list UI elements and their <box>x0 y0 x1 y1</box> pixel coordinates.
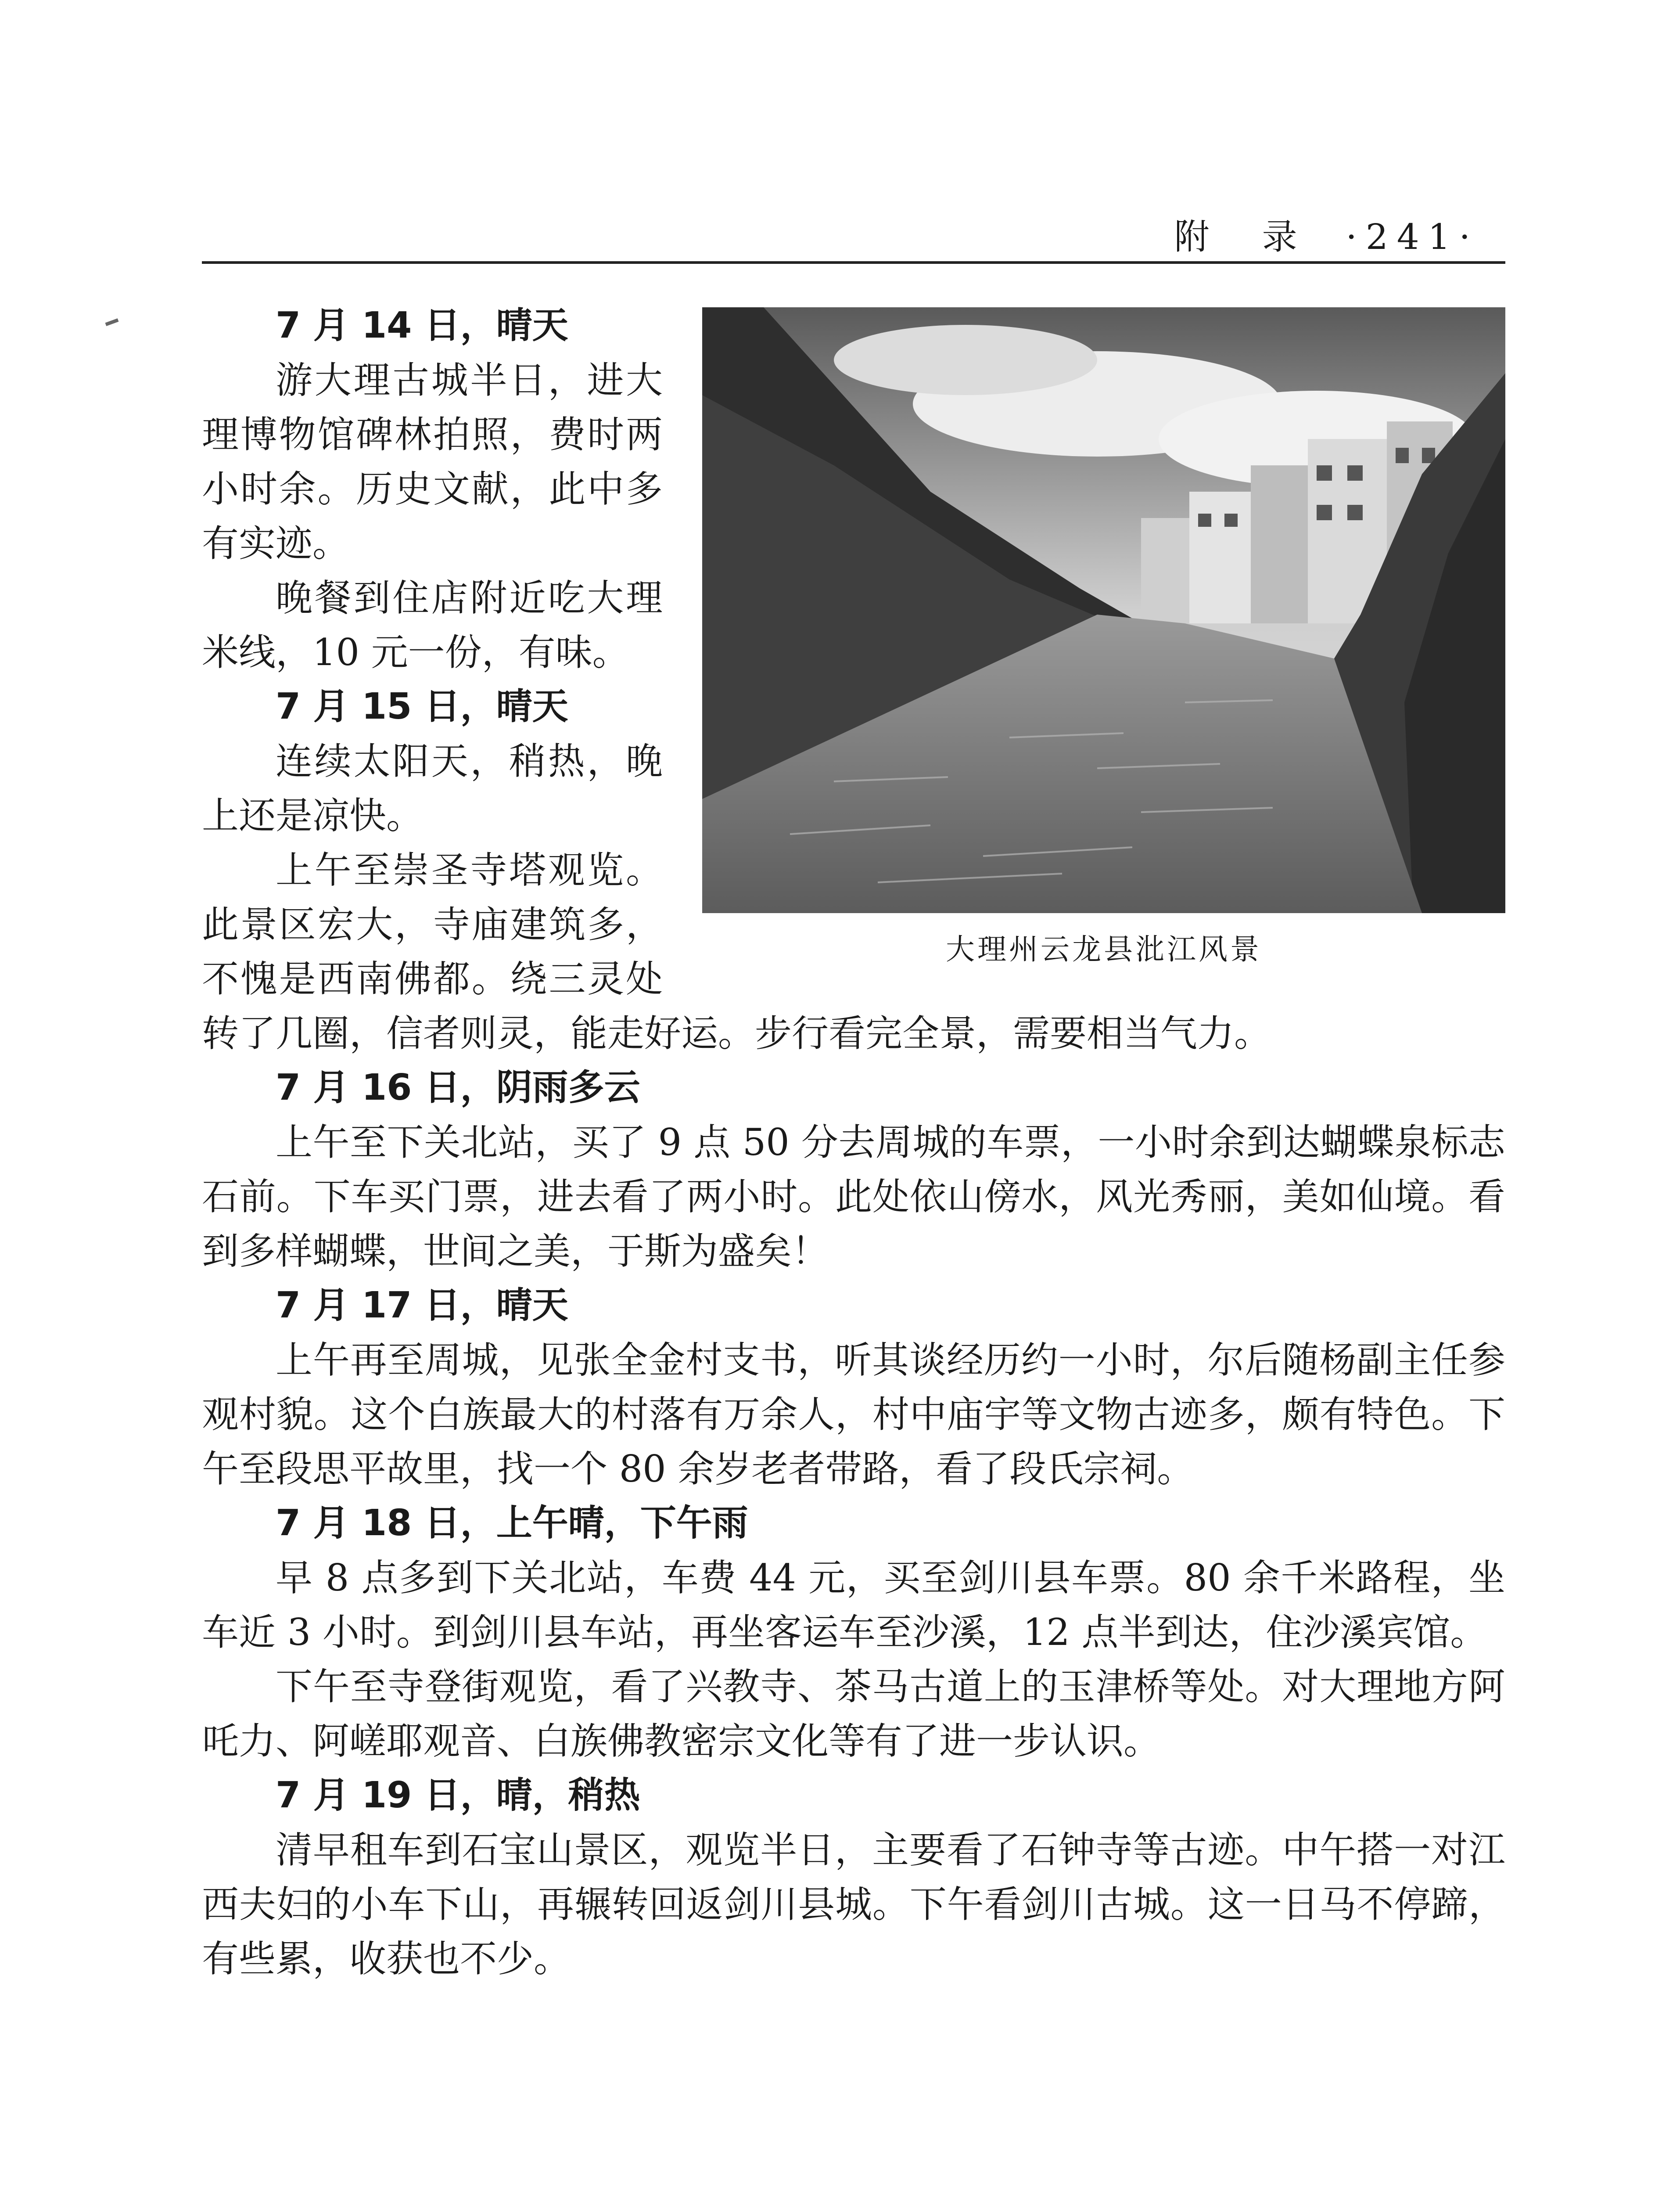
river-photo <box>702 307 1505 913</box>
entry-paragraph: 早 8 点多到下关北站，车费 44 元，买至剑川县车票。80 余千米路程，坐车近 3 小时。到剑川县车站，再坐客运车至沙溪，12 点半到达，住沙溪宾馆。 <box>202 1556 1505 1654</box>
entry-paragraph: 上午至崇圣寺塔观览。此景区宏大，寺庙建筑多，不愧是西南佛都。绕三灵处转了几圈，信者则灵，能走好运。步行看完全景，需要相当气力。 <box>202 849 1271 1055</box>
entry-paragraph: 清早租车到石宝山景区，观览半日，主要看了石钟寺等古迹。中午搭一对江西夫妇的小车下山，再辗转回返剑川县城。下午看剑川古城。这一日马不停蹄，有些累，收获也不少。 <box>202 1828 1505 1980</box>
river-figure <box>702 307 1505 974</box>
entry-paragraph: 下午至寺登街观览，看了兴教寺、茶马古道上的玉津桥等处。对大理地方阿吒力、阿嵯耶观音、白族佛教密宗文化等有了进一步认识。 <box>202 1665 1505 1763</box>
entry-paragraph: 游大理古城半日，进大理博物馆碑林拍照，费时两小时余。历史文献，此中多有实迹。 <box>202 359 663 565</box>
entry-date: 7 月 16 日，阴雨多云 <box>276 1067 640 1108</box>
scan-speck <box>105 318 119 326</box>
entry-date: 7 月 14 日，晴天 <box>276 305 568 346</box>
entry-date: 7 月 18 日，上午晴，下午雨 <box>276 1502 748 1544</box>
entry-paragraph: 上午再至周城，见张全金村支书，听其谈经历约一小时，尔后随杨副主任参观村貌。这个白族最大的村落有万余人，村中庙宇等文物古迹多，颇有特色。下午至段思平故里，找一个 80 余岁老者带路，看了段氏宗祠。 <box>202 1339 1505 1490</box>
entry-date: 7 月 17 日，晴天 <box>276 1285 568 1326</box>
entry-date: 7 月 15 日，晴天 <box>276 686 568 727</box>
entry-paragraph: 晚餐到住店附近吃大理米线，10 元一份，有味。 <box>202 576 663 674</box>
header-text <box>1174 209 1479 259</box>
entry-date: 7 月 19 日，晴，稍热 <box>276 1774 640 1816</box>
entry-paragraph: 上午至下关北站，买了 9 点 50 分去周城的车票，一小时余到达蝴蝶泉标志石前。下车买门票，进去看了两小时。此处依山傍水，风光秀丽，美如仙境。看到多样蝴蝶，世间之美，于斯为盛矣！ <box>202 1121 1505 1273</box>
page-body <box>202 299 1505 1986</box>
running-header <box>202 200 1505 264</box>
figure-caption: 大理州云龙县沘江风景 <box>946 932 1262 966</box>
entry-paragraph: 连续太阳天，稍热，晚上还是凉快。 <box>202 740 663 837</box>
page-number: ·241· <box>1346 216 1479 257</box>
section-title: 附 录 <box>1174 216 1306 257</box>
